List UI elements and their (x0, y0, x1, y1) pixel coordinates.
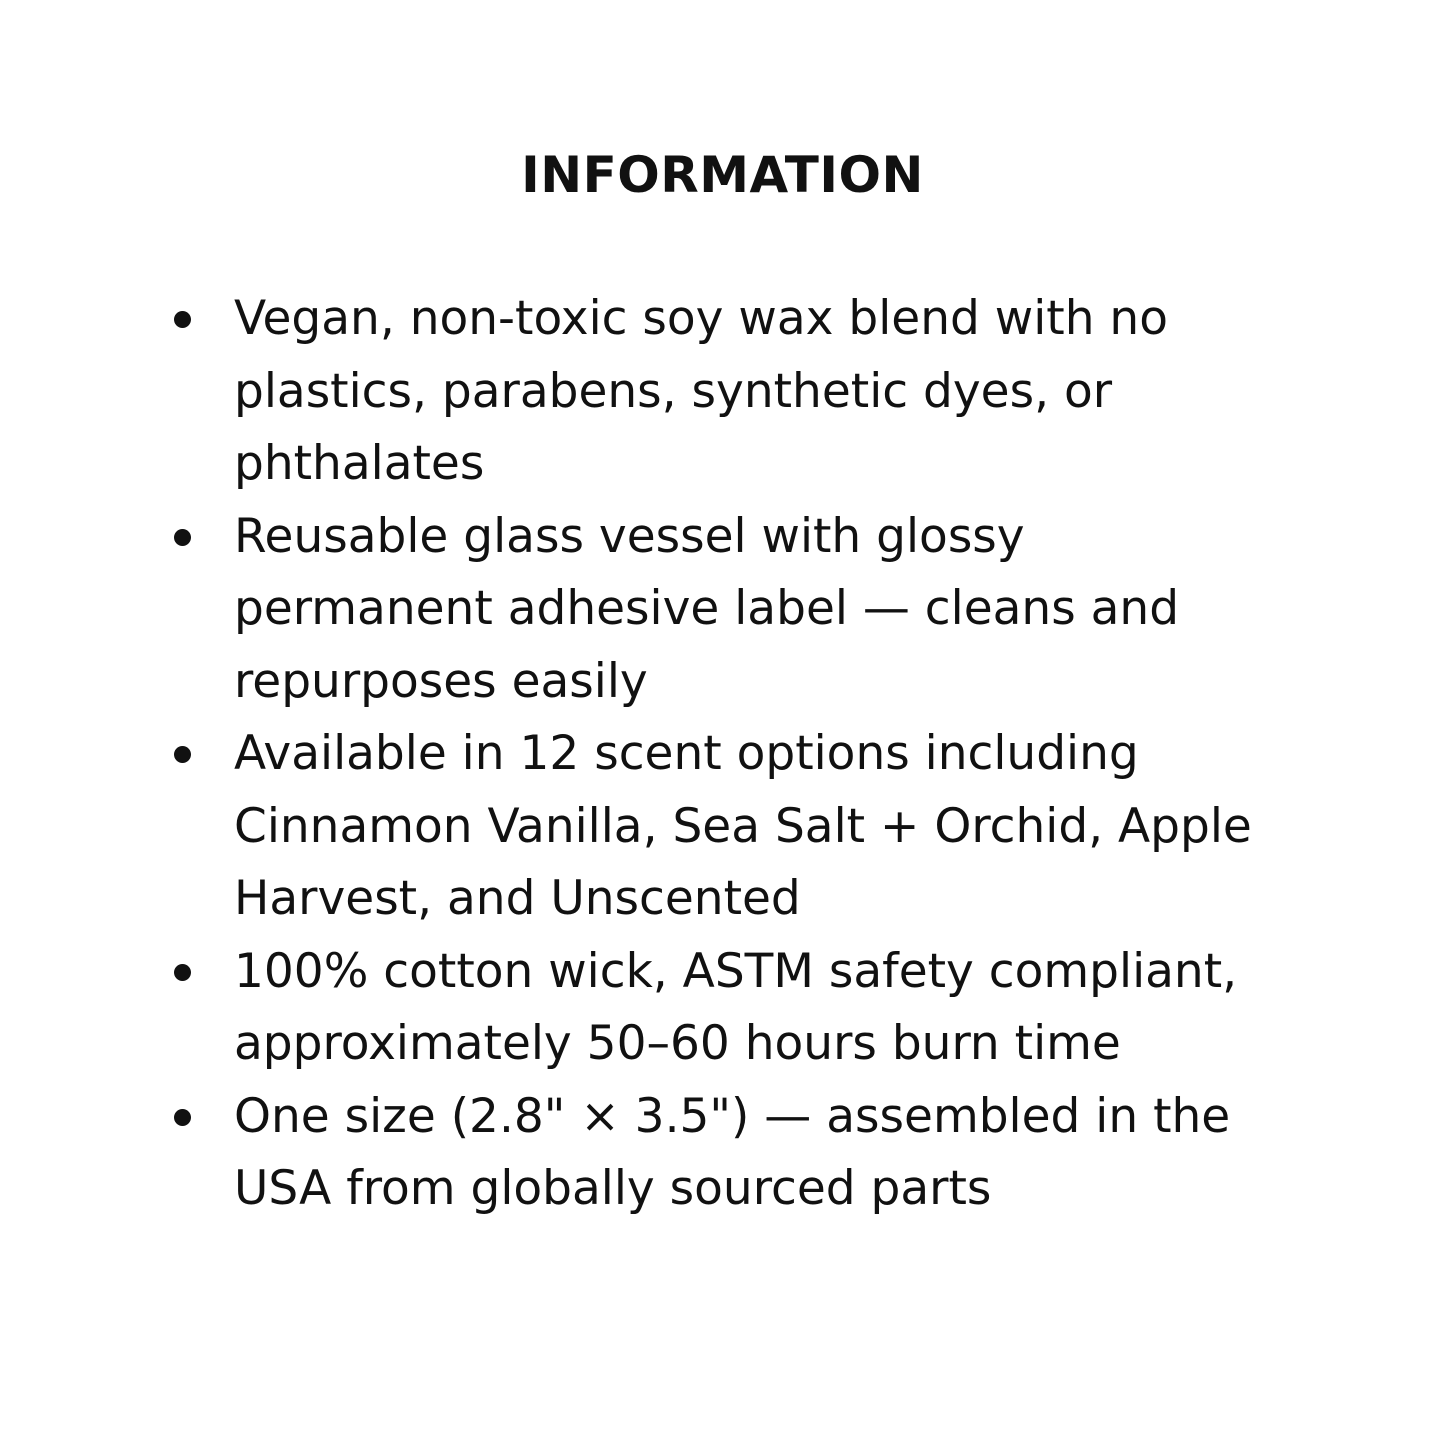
information-list (234, 283, 1294, 1226)
list-item (234, 718, 1294, 936)
list-item-text: Available in 12 scent options including Cinnamon Vanilla, Sea Salt + Orchid, Apple Harvest, and Unscented (234, 726, 1252, 926)
list-item (234, 936, 1294, 1081)
list-item-text: Vegan, non-toxic soy wax blend with no plastics, parabens, synthetic dyes, or phthalates (234, 291, 1168, 491)
list-item (234, 501, 1294, 719)
list-item-text: 100% cotton wick, ASTM safety compliant, approximately 50–60 hours burn time (234, 943, 1238, 1071)
list-item (234, 283, 1294, 501)
list-item-text: One size (2.8" × 3.5") — assembled in the USA from globally sourced parts (234, 1088, 1231, 1216)
bullet-icon (174, 746, 191, 763)
list-item (234, 1081, 1294, 1226)
bullet-icon (174, 1109, 191, 1126)
list-item-text: Reusable glass vessel with glossy permanent adhesive label — cleans and repurposes easily (234, 508, 1180, 709)
bullet-icon (174, 529, 191, 546)
page-title: INFORMATION (521, 146, 924, 204)
bullet-icon (174, 311, 191, 328)
bullet-icon (174, 964, 191, 981)
